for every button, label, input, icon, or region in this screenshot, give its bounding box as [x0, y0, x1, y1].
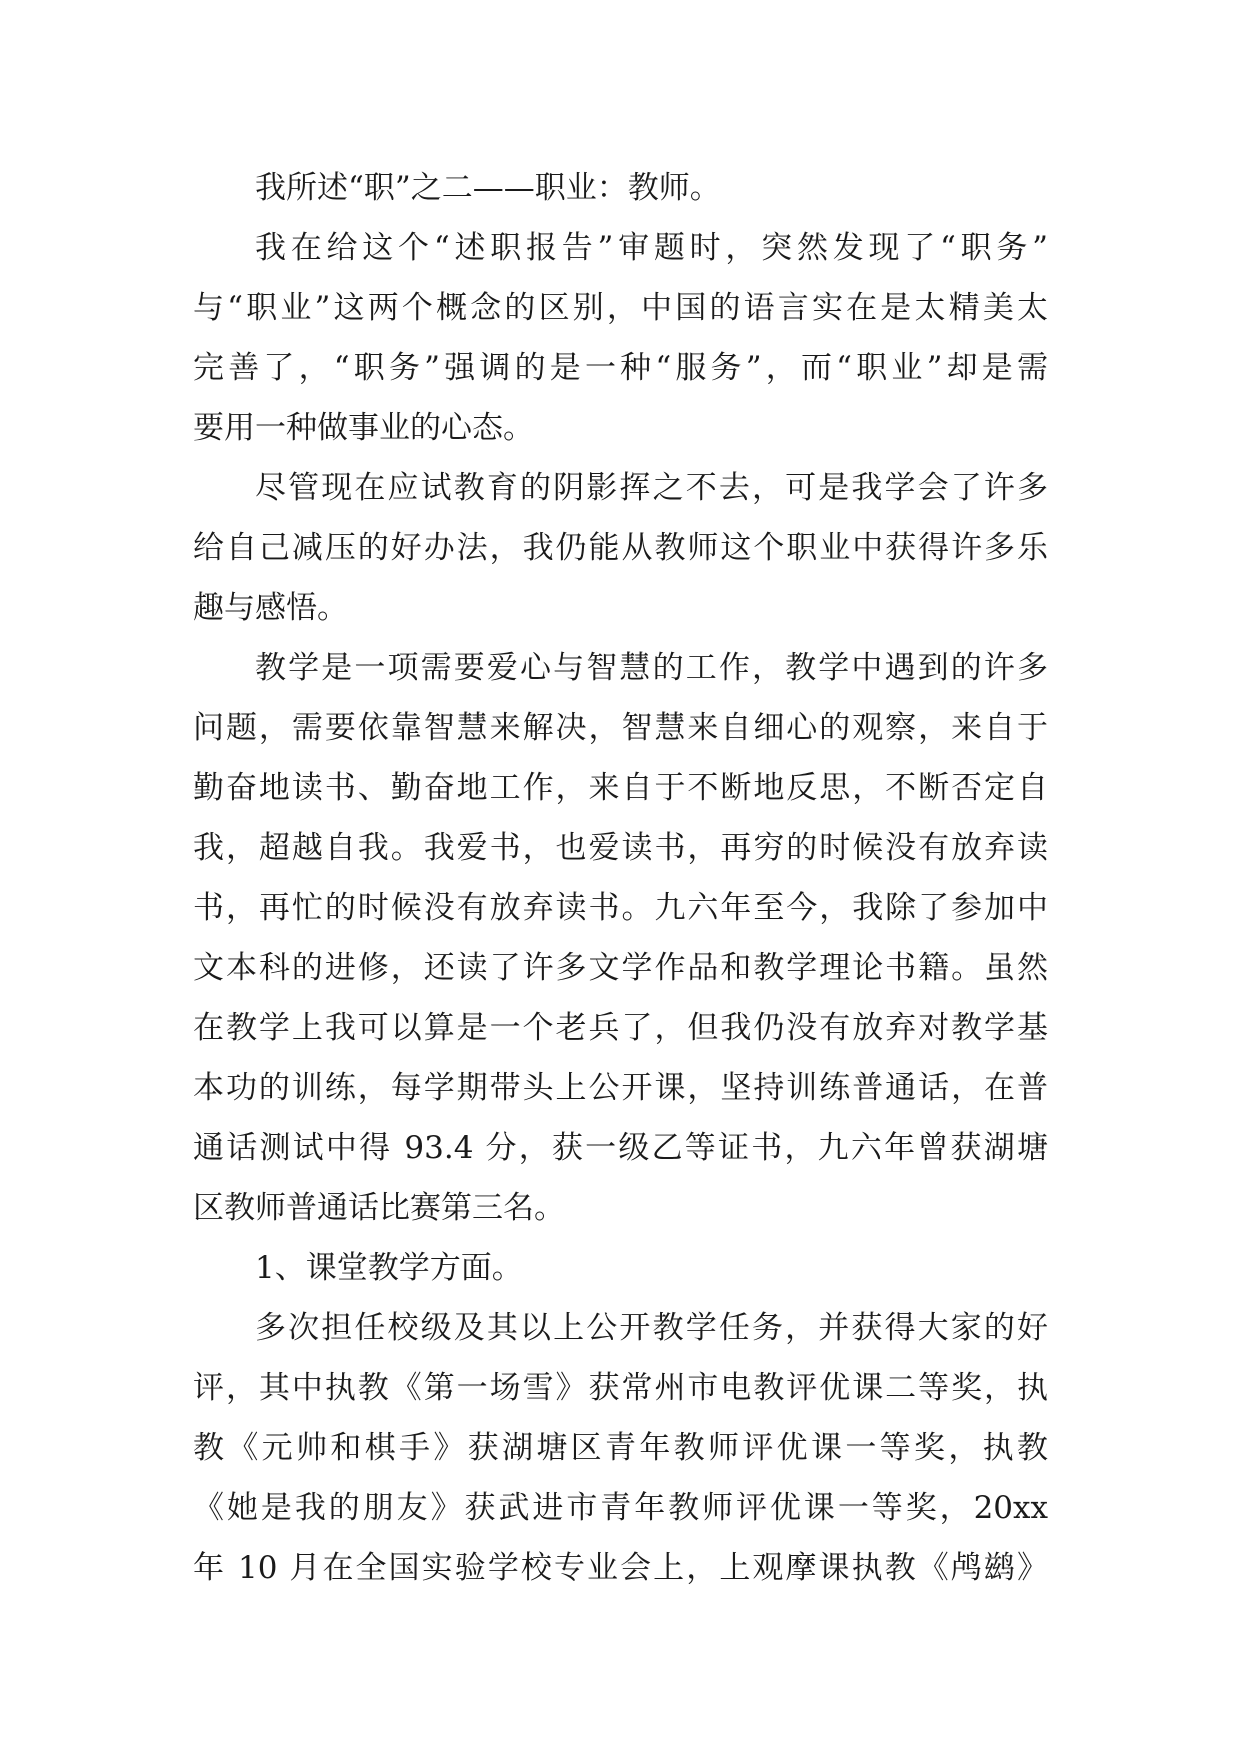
paragraph-line: 书，再忙的时候没有放弃读书。九六年至今，我除了参加中	[193, 890, 1048, 926]
paragraph-line: 文本科的进修，还读了许多文学作品和教学理论书籍。虽然	[193, 950, 1048, 986]
paragraph-line: 《她是我的朋友》获武进市青年教师评优课一等奖，20xx	[193, 1490, 1048, 1526]
section-heading: 1、课堂教学方面。	[255, 1250, 523, 1286]
paragraph-line: 我所述“职”之二——职业：教师。	[255, 170, 721, 206]
paragraph-line: 区教师普通话比赛第三名。	[193, 1190, 565, 1226]
paragraph-line: 趣与感悟。	[193, 590, 348, 626]
paragraph-line: 完善了，“职务”强调的是一种“服务”，而“职业”却是需	[193, 350, 1048, 386]
paragraph-line: 评，其中执教《第一场雪》获常州市电教评优课二等奖，执	[193, 1370, 1048, 1406]
paragraph-line: 要用一种做事业的心态。	[193, 410, 534, 446]
paragraph-line: 在教学上我可以算是一个老兵了，但我仍没有放弃对教学基	[193, 1010, 1048, 1046]
paragraph-line: 问题，需要依靠智慧来解决，智慧来自细心的观察，来自于	[193, 710, 1048, 746]
paragraph-line: 我在给这个“述职报告”审题时，突然发现了“职务”	[255, 230, 1048, 266]
paragraph-line: 本功的训练，每学期带头上公开课，坚持训练普通话，在普	[193, 1070, 1048, 1106]
paragraph-line: 勤奋地读书、勤奋地工作，来自于不断地反思，不断否定自	[193, 770, 1048, 806]
paragraph-line: 多次担任校级及其以上公开教学任务，并获得大家的好	[255, 1310, 1048, 1346]
paragraph-line: 通话测试中得 93.4 分，获一级乙等证书，九六年曾获湖塘	[193, 1130, 1048, 1166]
document-body	[193, 158, 1048, 1598]
paragraph-line: 年 10 月在全国实验学校专业会上，上观摩课执教《鸬鹚》	[193, 1550, 1048, 1586]
paragraph-line: 我，超越自我。我爱书，也爱读书，再穷的时候没有放弃读	[193, 830, 1048, 866]
paragraph-line: 与“职业”这两个概念的区别，中国的语言实在是太精美太	[193, 290, 1048, 326]
paragraph-line: 教学是一项需要爱心与智慧的工作，教学中遇到的许多	[255, 650, 1048, 686]
paragraph-line: 尽管现在应试教育的阴影挥之不去，可是我学会了许多	[255, 470, 1048, 506]
paragraph-line: 给自己减压的好办法，我仍能从教师这个职业中获得许多乐	[193, 530, 1048, 566]
paragraph-line: 教《元帅和棋手》获湖塘区青年教师评优课一等奖，执教	[193, 1430, 1048, 1466]
